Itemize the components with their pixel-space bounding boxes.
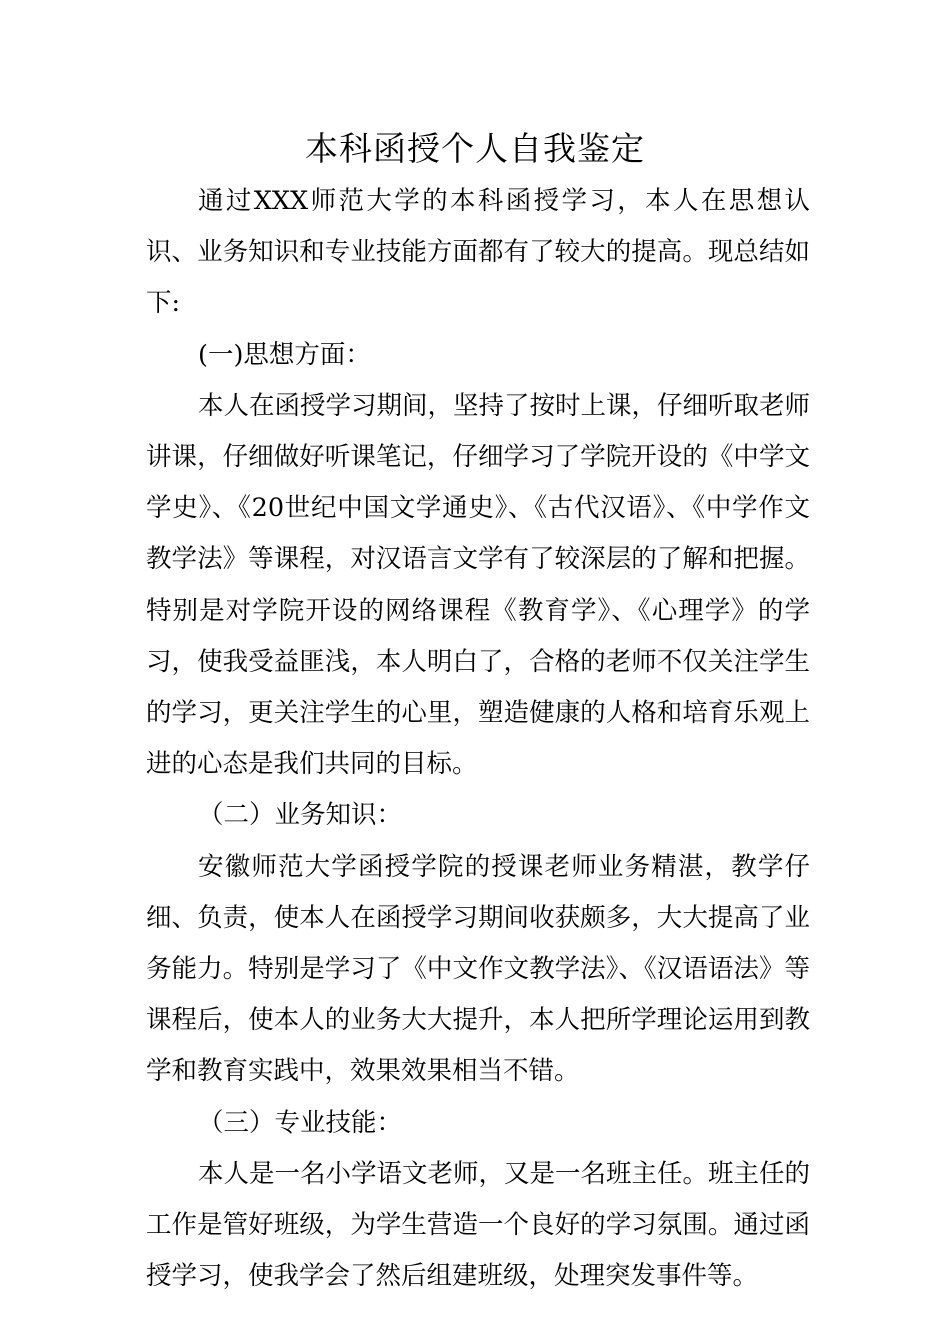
thought-paragraph: 本人在函授学习期间，坚持了按时上课，仔细听取老师讲课，仔细做好听课笔记，仔细学习了学院开设的《中学文学史》、《20世纪中国文学通史》、《古代汉语》、《中学作文教学法》等课程，对汉语言文学有了较深层的了解和把握。特别是对学院开设的网络课程《教育学》、《心理学》的学习，使我受益匪浅，本人明白了，合格的老师不仅关注学生的学习，更关注学生的心里，塑造健康的人格和培育乐观上进的心态是我们共同的目标。 — [146, 390, 811, 780]
section-heading-thought: (一)思想方面： — [198, 339, 371, 370]
intro-paragraph: 通过XXX师范大学的本科函授学习，本人在思想认识、业务知识和专业技能方面都有了较大的提高。现总结如下: — [146, 186, 810, 319]
section-heading-business: （二）业务知识： — [198, 800, 403, 831]
business-paragraph: 安徽师范大学函授学院的授课老师业务精湛，教学仔细、负责，使本人在函授学习期间收获颇多，大大提高了业务能力。特别是学习了《中文作文教学法》、《汉语语法》等课程后，使本人的业务大大提升，本人把所学理论运用到教学和教育实践中，效果效果相当不错。 — [146, 851, 810, 1087]
skills-paragraph: 本人是一名小学语文老师，又是一名班主任。班主任的工作是管好班级，为学生营造一个良好的学习氛围。通过函授学习，使我学会了然后组建班级，处理突发事件等。 — [146, 1158, 811, 1292]
section-heading-skills: （三）专业技能： — [198, 1107, 403, 1138]
document-body — [146, 176, 810, 1302]
document-title: 本科函授个人自我鉴定 — [305, 129, 645, 168]
